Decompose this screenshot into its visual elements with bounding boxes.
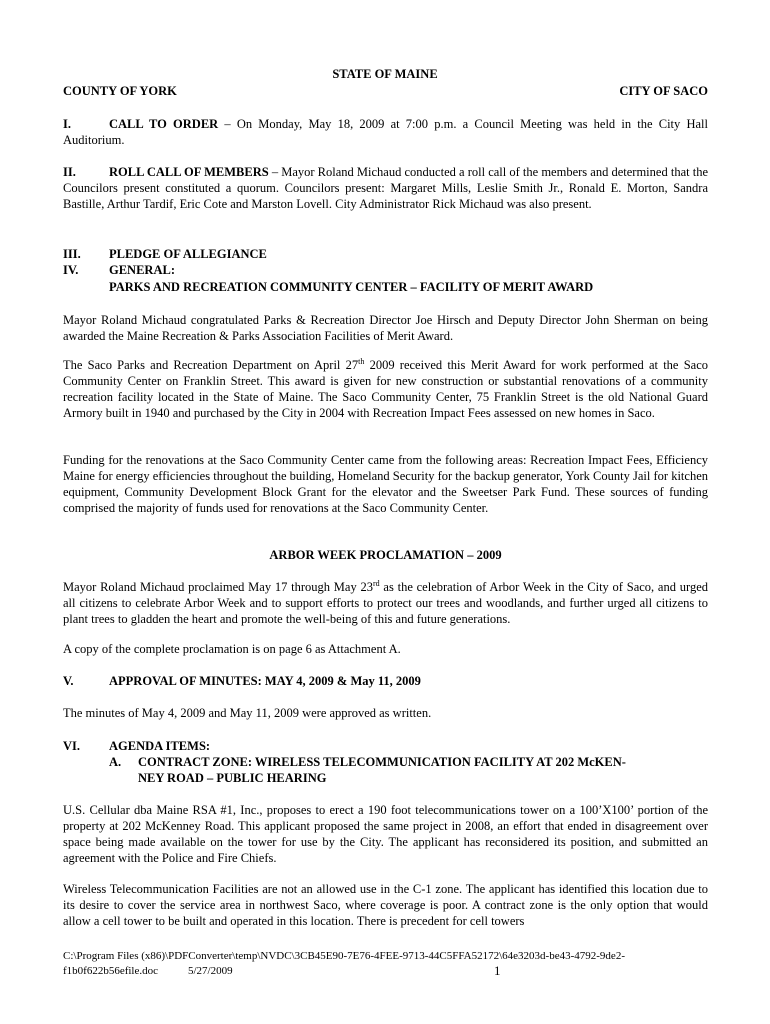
roll-call-text: – Mayor Roland Michaud conducted a roll call of the members and determined that the Councilors present constituted a quorum. Councilors present: Margaret Mills, Leslie Smith Jr., Ronald E. Morton, Sandra Bastille, Arthur Tardif, Eric Cote and Marston Lovell. City Administrator Rick Michaud was also present. bbox=[63, 165, 708, 211]
section-number-2: II. bbox=[63, 165, 76, 179]
section-number-3: III. bbox=[63, 247, 81, 261]
section-number-4: IV. bbox=[63, 263, 79, 277]
footer-file-path: C:\Program Files (x86)\PDFConverter\temp\NVDC\3CB45E90-7E76-4FEE-9713-44C5FFA52172\64e3203d-be43-4792-9de2- bbox=[63, 950, 625, 962]
page-number: 1 bbox=[494, 963, 501, 978]
section-number-5: V. bbox=[63, 674, 74, 688]
county-heading: COUNTY OF YORK bbox=[63, 84, 177, 98]
call-to-order-paragraph bbox=[63, 116, 708, 148]
city-heading: CITY OF SACO bbox=[619, 84, 708, 98]
minutes-paragraph: The minutes of May 4, 2009 and May 11, 2009 were approved as written. bbox=[63, 706, 432, 720]
pledge-title: PLEDGE OF ALLEGIANCE bbox=[109, 247, 267, 261]
contract-zone-paragraph-1: U.S. Cellular dba Maine RSA #1, Inc., proposes to erect a 190 foot telecommunications tower on a 100’X100’ portion of the property at 202 McKenney Road. This applicant proposed the same project in 2008, an effort that ended in disagreement over space being made available on the tower for use by the City. The applicant has reconsidered its position, and submitted an agreement with the Police and Fire Chiefs. bbox=[63, 803, 708, 865]
call-to-order-text: – On Monday, May 18, 2009 at 7:00 p.m. a Council Meeting was held in the City Hall Auditorium. bbox=[63, 117, 708, 147]
arbor-week-paragraph: Mayor Roland Michaud proclaimed May 17 through May 23rd as the celebration of Arbor Week in the City of Saco, and urged all citizens to celebrate Arbor Week and to support efforts to protect our trees and woodlands, and further urged all citizens to plant trees to gladden the heart and promote the well-being of this and future generations. bbox=[63, 578, 708, 626]
agenda-items-title: AGENDA ITEMS: bbox=[109, 739, 211, 753]
section-number-1: I. bbox=[63, 117, 71, 131]
merit-award-title: PARKS AND RECREATION COMMUNITY CENTER – FACILITY OF MERIT AWARD bbox=[109, 280, 594, 294]
merit-award-paragraph-1: Mayor Roland Michaud congratulated Parks & Recreation Director Joe Hirsch and Deputy Director John Sherman on being awarded the Maine Recreation & Parks Association Facilities of Merit Award. bbox=[63, 313, 708, 343]
roll-call-paragraph bbox=[63, 164, 708, 212]
minutes-title: APPROVAL OF MINUTES: MAY 4, 2009 & May 11, 2009 bbox=[109, 674, 421, 688]
agenda-item-letter: A. bbox=[109, 755, 122, 769]
call-to-order-title: CALL TO ORDER bbox=[109, 117, 219, 131]
arbor-week-title: ARBOR WEEK PROCLAMATION – 2009 bbox=[269, 548, 502, 562]
funding-paragraph: Funding for the renovations at the Saco Community Center came from the following areas: Recreation Impact Fees, Efficiency Maine for energy efficiencies throughout the building, Homeland Security for the backup generator, York County Jail for kitchen equipment, Community Development Block Grant for the elevator and the Sweetser Park Fund. These sources of funding comprised the majority of funds used for renovations at the Saco Community Center. bbox=[63, 453, 708, 515]
contract-zone-title-line-1: CONTRACT ZONE: WIRELESS TELECOMMUNICATION FACILITY AT 202 McKEN- bbox=[138, 755, 626, 769]
roll-call-title: ROLL CALL OF MEMBERS bbox=[109, 165, 269, 179]
contract-zone-paragraph-2: Wireless Telecommunication Facilities are not an allowed use in the C-1 zone. The applicant has identified this location due to its desire to cover the service area in northwest Saco, where coverage is poor. A contract zone is the only option that would allow a cell tower to be built and operated in this location. There is precedent for cell towers bbox=[63, 882, 708, 928]
contract-zone-title-line-2: NEY ROAD – PUBLIC HEARING bbox=[138, 771, 327, 785]
state-heading: STATE OF MAINE bbox=[332, 67, 438, 81]
general-title: GENERAL: bbox=[109, 263, 175, 277]
section-number-6: VI. bbox=[63, 739, 81, 753]
proclamation-note: A copy of the complete proclamation is on page 6 as Attachment A. bbox=[63, 642, 401, 656]
footer-file-name: f1b0f622b56efile.doc bbox=[63, 965, 158, 977]
footer-date: 5/27/2009 bbox=[188, 965, 233, 977]
merit-award-paragraph-2: The Saco Parks and Recreation Department on April 27th 2009 received this Merit Award for work performed at the Saco Community Center on Franklin Street. This award is given for new construction or substantial renovations of a community recreation facility located in the State of Maine. The Saco Community Center, 75 Franklin Street is the old National Guard Armory built in 1940 and purchased by the City in 2004 with Recreation Impact Fees assessed on new homes in Saco. bbox=[63, 356, 708, 420]
